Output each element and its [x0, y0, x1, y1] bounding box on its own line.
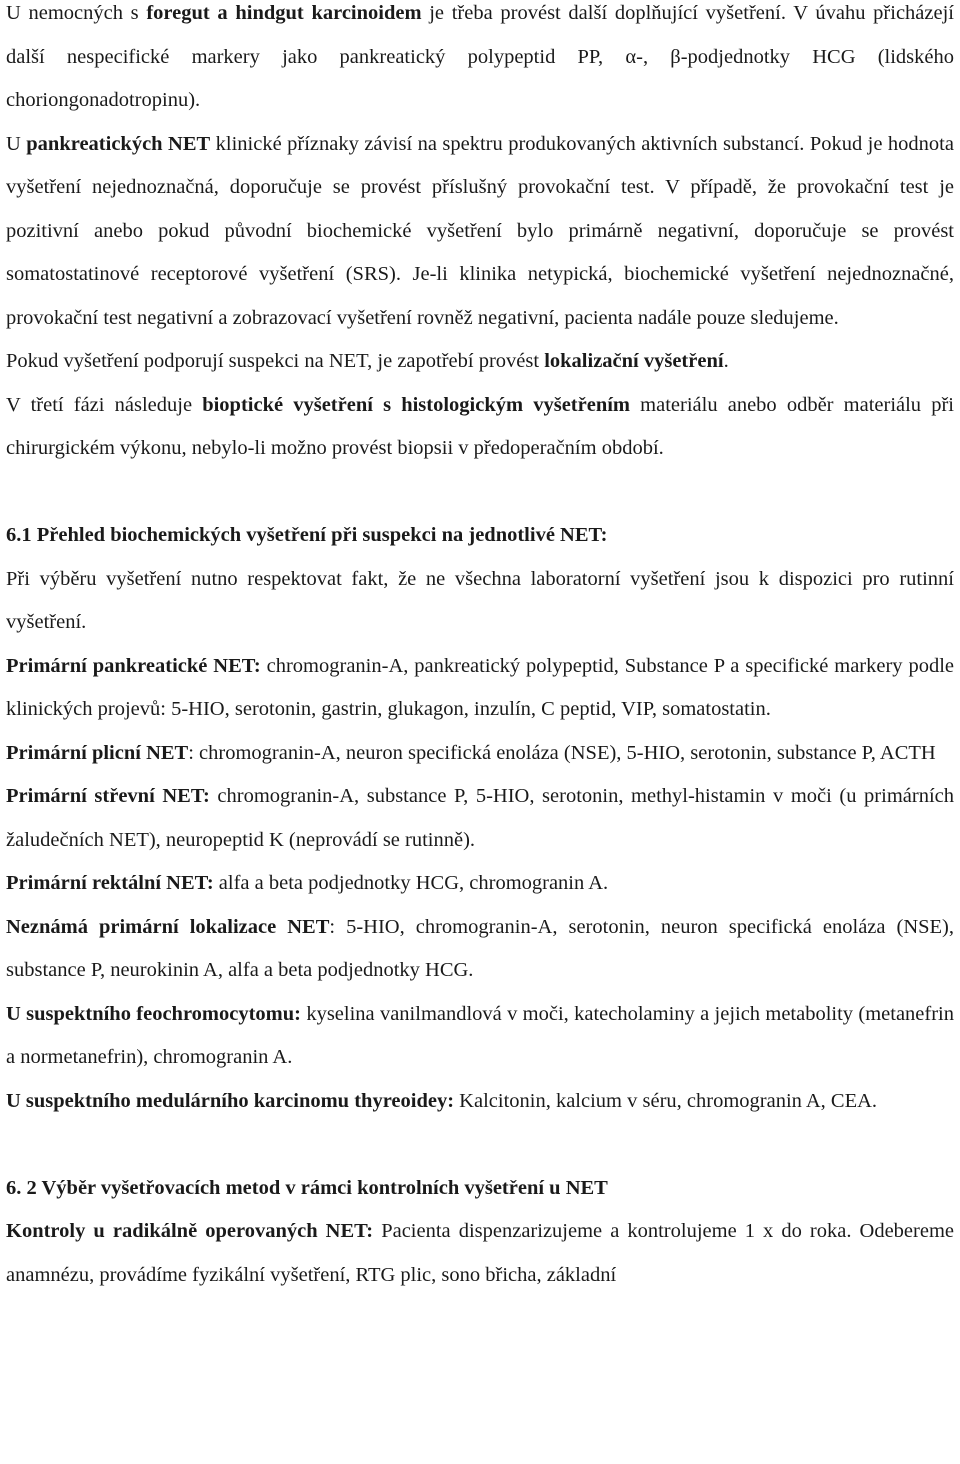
marker-item-label: Primární střevní NET:	[6, 785, 210, 807]
marker-item-label: Neznámá primární lokalizace NET	[6, 915, 330, 938]
marker-item-text: chromogranin-A, pankreatický polypeptid, Substance P a specifické markery podle klinických projevů: 5-HIO, serotonin, gastrin, glukagon, inzulín, C peptid, VIP, somatostatin.	[6, 654, 954, 720]
text-run: U nemocných s	[6, 2, 147, 24]
emphasis-foregut: foregut a hindgut karcinoidem	[146, 2, 422, 24]
text-run: .	[723, 350, 729, 372]
spacer	[6, 471, 954, 515]
paragraph-pancreatic	[6, 123, 954, 341]
marker-item-label: Primární pankreatické NET:	[6, 654, 261, 677]
text-run: U	[6, 132, 27, 155]
section-heading-6-1: 6.1 Přehled biochemických vyšetření při suspekci na jednotlivé NET:	[6, 524, 608, 546]
marker-item-label: U suspektního medulárního karcinomu thyreoidey:	[6, 1089, 455, 1112]
marker-item-pancreatic	[6, 645, 954, 732]
marker-item-pheochromocytoma	[6, 993, 954, 1080]
paragraph-selection: Při výběru vyšetření nutno respektovat fakt, že ne všechna laboratorní vyšetření jsou k dispozici pro rutinní vyšetření.	[6, 567, 954, 633]
text-run: klinické příznaky závisí na spektru produkovaných aktivních substancí. Pokud je hodnota vyšetření nejednoznačná, doporučuje se provést příslušný provokační test. V případě, že provokační test je pozitivní anebo pokud původní biochemické vyšetření bylo primárně negativní, doporučuje se provést somatostatinové receptorové vyšetření (SRS). Je-li klinika netypická, biochemické vyšetření nejednoznačné, provokační test negativní a zobrazovací vyšetření rovněž negativní, pacienta nadále pouze sledujeme.	[6, 132, 954, 329]
marker-item-label: Primární plicní NET	[6, 741, 189, 764]
marker-item-text: alfa a beta podjednotky HCG, chromogranin A.	[213, 872, 609, 894]
text-run: V třetí fázi následuje	[6, 393, 203, 416]
emphasis-localization: lokalizační vyšetření	[544, 350, 724, 372]
text-run: je třeba provést další doplňující vyšetření. V úvahu přicházejí další nespecifické markery jako pankreatický polypeptid PP, α-, β-podjednotky HCG (lidského choriongonadotropinu).	[6, 2, 954, 111]
marker-item-medullary-carcinoma	[6, 1080, 954, 1124]
marker-item-rectal	[6, 862, 954, 906]
marker-item-text: : 5-HIO, chromogranin-A, serotonin, neuron specifická enoláza (NSE), substance P, neurokinin A, alfa a beta podjednotky HCG.	[6, 915, 954, 981]
text-run: materiálu anebo odběr materiálu při chirurgickém výkonu, nebylo-li možno provést biopsii v předoperačním období.	[6, 393, 954, 459]
paragraph-radical-followup	[6, 1210, 954, 1297]
paragraph-foregut	[6, 0, 954, 123]
marker-item-text: Kalcitonin, kalcium v séru, chromogranin A, CEA.	[454, 1089, 878, 1112]
marker-item-label: U suspektního feochromocytomu:	[6, 1002, 301, 1025]
marker-item-text: : chromogranin-A, neuron specifická enoláza (NSE), 5-HIO, serotonin, substance P, ACTH	[188, 741, 936, 764]
marker-item-intestinal	[6, 775, 954, 862]
marker-item-label: Primární rektální NET:	[6, 872, 214, 894]
paragraph-biopsy	[6, 384, 954, 471]
section-heading-6-2: 6. 2 Výběr vyšetřovacích metod v rámci kontrolních vyšetření u NET	[6, 1176, 608, 1199]
text-run: Pokud vyšetření podporují suspekci na NET, je zapotřebí provést	[6, 350, 545, 372]
emphasis-biopsy: bioptické vyšetření s histologickým vyšetřením	[202, 393, 631, 416]
spacer	[6, 1123, 954, 1167]
marker-item-unknown-primary	[6, 906, 954, 993]
emphasis-pancreatic: pankreatických NET	[26, 132, 211, 155]
paragraph-localization	[6, 340, 954, 384]
followup-text: Pacienta dispenzarizujeme a kontrolujeme 1 x do roka. Odebereme anamnézu, provádíme fyzikální vyšetření, RTG plic, sono břicha, základní	[6, 1220, 954, 1286]
marker-item-pulmonary	[6, 732, 954, 776]
marker-item-text: chromogranin-A, substance P, 5-HIO, serotonin, methyl-histamin v moči (u primárních žaludečních NET), neuropeptid K (neprovádí se rutinně).	[6, 785, 954, 851]
followup-label: Kontroly u radikálně operovaných NET:	[6, 1220, 374, 1242]
marker-item-text: kyselina vanilmandlová v moči, katecholaminy a jejich metabolity (metanefrin a normetanefrin), chromogranin A.	[6, 1002, 954, 1068]
